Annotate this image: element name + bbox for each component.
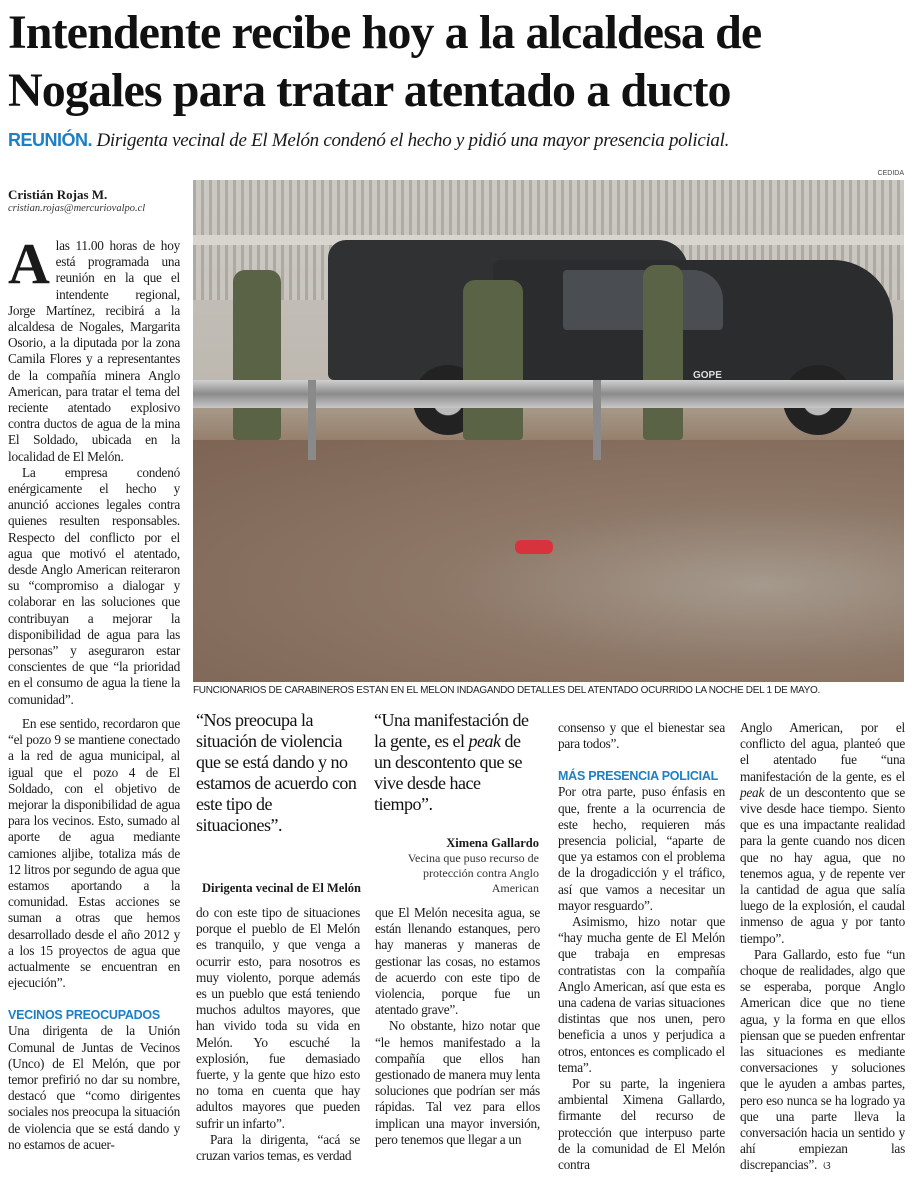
pull-quote-1-role: Dirigenta vecinal de El Melón — [201, 881, 361, 895]
drop-cap: A — [8, 231, 50, 296]
deck-kicker: REUNIÓN. — [8, 130, 93, 150]
quote-text: “Una manifestación de la gente, es el — [374, 710, 529, 751]
photo-credit: CEDIDA — [877, 170, 904, 177]
paragraph: Por otra parte, puso énfasis en que, frente a la ocurrencia de este hecho, requieren más presencia policial, “aparte de que ya estamos con el problema de la drogadicción y el tráfico, así que vamos a necesitar un mayor resguardo”. — [558, 784, 725, 913]
emphasis: peak — [740, 784, 765, 800]
paragraph: que El Melón necesita agua, se están llenando estanques, pero hay maneras y maneras de gestionar las cosas, no estamos de acuerdo con este tipo de violencia, porque fue un atentado grave”. — [375, 905, 540, 1018]
paragraph: consenso y que el bienestar sea para todos”. — [558, 720, 725, 752]
paragraph: Una dirigenta de la Unión Comunal de Juntas de Vecinos (Unco) de El Melón, que por temor prefirió no dar su nombre, destacó que “como dirigentes sociales nos preocupa la situación de violencia que se está dando y no estamos de acuer- — [8, 1023, 180, 1152]
photo-ground — [193, 440, 904, 682]
pull-quote-2-text — [374, 710, 539, 815]
paragraph-text: Anglo American, por el conflicto del agua, planteó que el atentado fue “una manifestación de la gente, es el — [740, 720, 905, 784]
pull-quote-2-role: Vecina que puso recurso de protección contra Anglo American — [407, 851, 539, 895]
paragraph: La empresa condenó enérgicamente el hecho y anunció acciones legales contra quienes resulten responsables. Respecto del conflicto por el agua que motivó el atentado, desde Anglo American reiteraron su “compromiso a dialogar y colaborar en las soluciones que contribuyan a mejorar la disponibilidad de agua para las personas” y aseguraron estar conscientes de que “la prioridad en el consumo de agua la tiene la comunidad”. — [8, 464, 180, 707]
paragraph: En ese sentido, recordaron que “el pozo 9 se mantiene conectado a la red de agua municipal, al igual que el pozo 4 de El Soldado, con el objetivo de mejorar la disponibilidad de agua para los vecinos. Esto, sumado al aporte de agua mediante camiones aljibe, totaliza más de 12 litros por segundo de agua que estamos aportando a la comunidad. Estas acciones se suman a otras que hemos desarrollado desde el año 2012 y a los 15 proyectos de agua que actualmente se encuentran en ejecución”. — [8, 715, 180, 991]
subheading: MÁS PRESENCIA POLICIAL — [558, 769, 719, 784]
photo-officer — [463, 280, 523, 440]
pull-quote-2-attribution — [374, 835, 539, 896]
pull-quote-1-text: “Nos preocupa la situación de violencia que se está dando y no estamos de acuerdo con este tipo de situaciones”. — [196, 710, 357, 835]
photo-officer — [643, 265, 683, 440]
photo-officer — [233, 270, 281, 440]
paragraph: do con este tipo de situaciones porque el pueblo de El Melón es tranquilo, y que venga a ocurrir esto, para nosotros es muy violento, porque además es un pueblo que está teniendo muchos adultos mayores, que han vivido toda su vida en Melón. Yo escuché la explosión, fue demasiado fuerte, y la gente que hizo esto no toma en cuenta que hay adultos mayores que pueden sufrir un infarto”. — [196, 905, 360, 1131]
pull-quote-2 — [374, 710, 539, 896]
paragraph — [8, 231, 180, 465]
paragraph-text: de un descontento que se vive desde hace tiempo. Siento que es una impactante realidad para la gente cuando nos dicen que no hay agua, que no tenemos agua, y de repente ver la cantidad de agua que salía luego de la explosión, el caudal inmenso de agua y por tanto tiempo”. — [740, 784, 905, 946]
paragraph: Asimismo, hizo notar que “hay mucha gente de El Melón que trabaja en empresas contratistas con la compañía Anglo American, así que esta es una cadena de varias situaciones distintas que nos unen, pero beneficia a unos y perjudica a otros, entonces es complicado el tema”. — [558, 914, 725, 1075]
subheading: VECINOS PREOCUPADOS — [8, 1008, 160, 1023]
photo-guardrail — [193, 380, 904, 408]
paragraph-text: Para Gallardo, esto fue “un choque de realidades, algo que se esperaba, porque Anglo American dice que no tiene agua, y la forma en que ellos piensan que se pueden enfrentar las situaciones es mediante conversaciones y soluciones que le ayuden a ambas partes, pero eso nunca se ha logrado ya que una parte lleva la conversación hacia un sentido y ahí empiezan las discrepancias”. — [740, 946, 905, 1173]
photo-vehicle-label: GOPE — [693, 370, 722, 381]
paragraph: Por su parte, la ingeniera ambiental Ximena Gallardo, firmante del recurso de protección que interpuso parte de la comunidad de El Melón contra — [558, 1076, 725, 1173]
byline-author: Cristián Rojas M. — [8, 187, 108, 202]
article-photo — [193, 180, 904, 682]
header-block — [8, 4, 908, 152]
paragraph-text: las 11.00 horas de hoy está programada una reunión en la que el intendente regional, Jorge Martínez, recibirá a la alcaldesa de Nogales, Margarita Osorio, a la diputada por la zona Camila Flores y a representantes de la compañía minera Anglo American, para tratar el tema del reciente atentado explosivo contra ductos de agua de la mina El Soldado, ubicada en la localidad de El Melón. — [8, 238, 180, 464]
column-3 — [375, 905, 540, 1148]
photo-rail-post — [308, 380, 316, 460]
end-mark-icon: ଓ — [823, 1159, 831, 1173]
column-1 — [8, 231, 180, 1153]
paragraph — [740, 947, 905, 1175]
quote-emphasis: peak — [468, 731, 501, 751]
pull-quote-2-name: Ximena Gallardo — [446, 836, 539, 850]
paragraph: No obstante, hizo notar que “le hemos manifestado a la compañía que ellos han gestionado de manera muy lenta soluciones que podrían ser más rápidas. Tal vez para ellos implican una mayor inversión, pero tenemos que llegar a un — [375, 1018, 540, 1147]
paragraph — [740, 720, 905, 947]
quote-text: de un descontento que se vive desde hace tiempo”. — [374, 731, 522, 814]
column-2 — [196, 905, 360, 1164]
column-5 — [740, 720, 905, 1175]
headline: Intendente recibe hoy a la alcaldesa de Nogales para tratar atentado a ducto — [8, 6, 762, 117]
byline-email: cristian.rojas@mercuriovalpo.cl — [8, 203, 146, 214]
deck-text: Dirigenta vecinal de El Melón condenó el hecho y pidió una mayor presencia policial. — [92, 130, 730, 151]
deck — [8, 130, 908, 152]
pull-quote-1-attribution — [196, 880, 361, 896]
pull-quote-1 — [196, 710, 361, 896]
photo-caption: FUNCIONARIOS DE CARABINEROS ESTÁN EN EL MELÓN INDAGANDO DETALLES DEL ATENTADO OCURRIDO LA NOCHE DEL 1 DE MAYO. — [193, 685, 820, 696]
photo-rail-post — [593, 380, 601, 460]
photo-red-object — [515, 540, 553, 554]
paragraph: Para la dirigenta, “acá se cruzan varios temas, es verdad — [196, 1131, 360, 1164]
column-4 — [558, 720, 725, 1173]
